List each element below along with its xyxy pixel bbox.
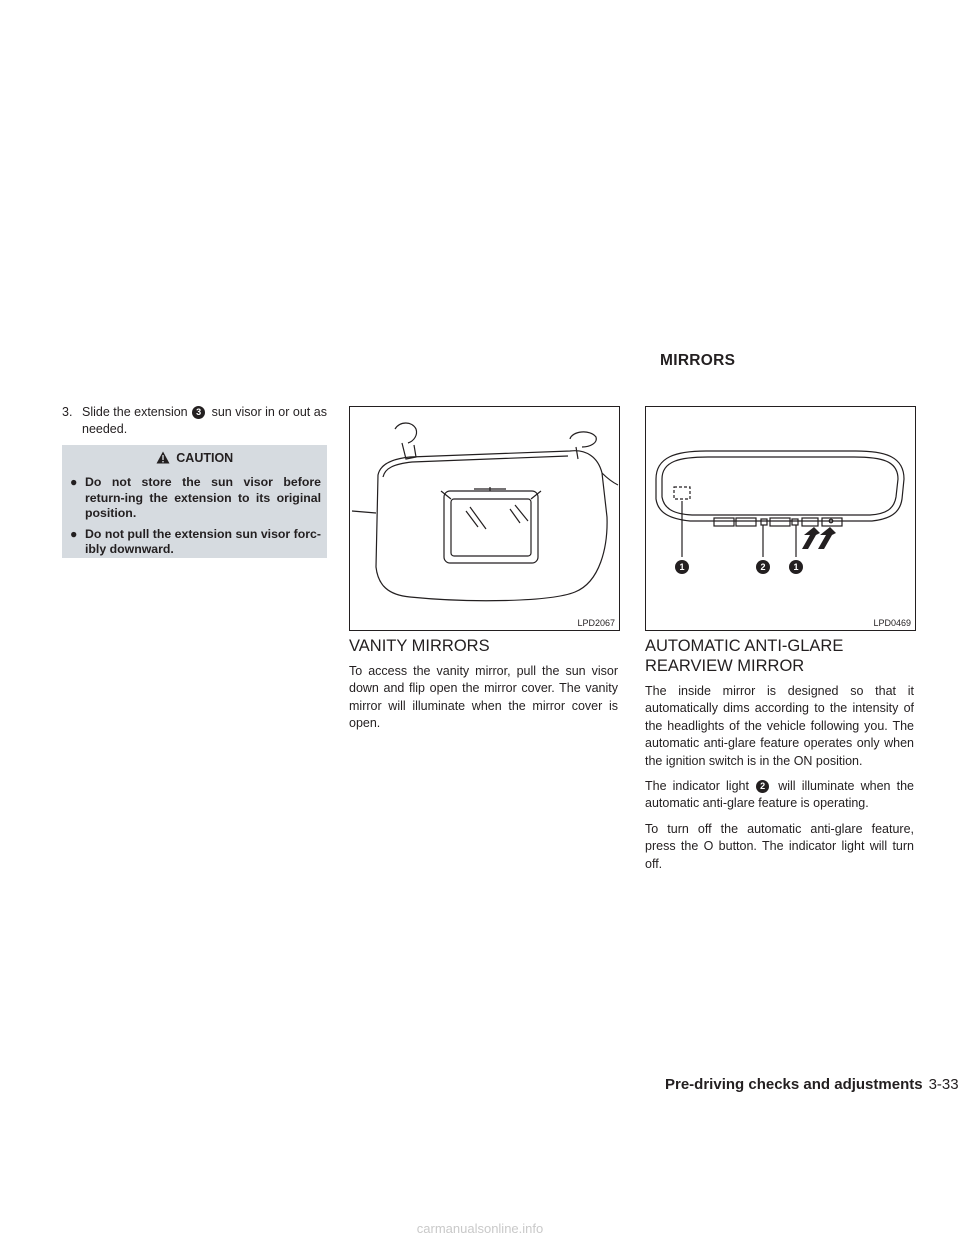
footer-chapter: Pre-driving checks and adjustments xyxy=(665,1076,923,1093)
sun-visor-illustration xyxy=(350,407,619,630)
callout-1-label: 1 xyxy=(679,562,685,572)
caution-title: CAUTION xyxy=(176,451,234,465)
step-list xyxy=(62,404,327,438)
auto-body xyxy=(645,683,914,873)
figure-label: LPD2067 xyxy=(577,618,615,628)
auto-p2-after: will illuminate when the automatic anti-glare feature is operating. xyxy=(645,779,914,811)
callout-3-icon: 3 xyxy=(192,406,205,419)
auto-heading xyxy=(645,636,915,676)
caution-header xyxy=(62,451,327,467)
figure-rearview-mirror xyxy=(645,406,916,631)
bullet-icon: ● xyxy=(70,526,78,541)
section-title: MIRRORS xyxy=(660,352,736,369)
auto-heading-line2: REARVIEW MIRROR xyxy=(645,657,805,675)
warning-triangle-icon xyxy=(156,451,170,467)
step-text-after: sun visor in or out as needed. xyxy=(82,405,327,436)
step-number: 3. xyxy=(62,405,73,419)
caution-list xyxy=(70,475,321,563)
callout-1b-label: 1 xyxy=(793,562,799,572)
auto-paragraph-1: The inside mirror is designed so that it automatically dims according to the intensity of the headlights of the vehicle following you. The automatic anti-glare feature operates only when the ignition switch is in the ON position. xyxy=(645,684,914,768)
watermark: carmanualsonline.info xyxy=(416,1221,544,1236)
step-3 xyxy=(62,404,327,438)
callout-2-icon: 2 xyxy=(756,780,769,793)
auto-paragraph-2 xyxy=(645,778,914,813)
callout-2-label: 2 xyxy=(760,562,766,572)
auto-heading-line1: AUTOMATIC ANTI-GLARE xyxy=(645,637,844,655)
page-number: 3-33 xyxy=(928,1076,959,1093)
figure-sun-visor xyxy=(349,406,620,631)
caution-item-text: Do not pull the extension sun visor forc-ibly downward. xyxy=(85,526,321,556)
vanity-heading: VANITY MIRRORS xyxy=(349,637,490,655)
bullet-icon: ● xyxy=(70,475,78,489)
caution-item xyxy=(70,475,321,522)
page-footer xyxy=(665,1076,959,1093)
figure-label: LPD0469 xyxy=(873,618,911,628)
caution-item-text: Do not store the sun visor before return-ing the extension to its original position. xyxy=(85,475,321,520)
rearview-mirror-illustration xyxy=(646,407,915,630)
step-text-before: Slide the extension xyxy=(82,405,188,419)
auto-p2-before: The indicator light xyxy=(645,779,749,794)
auto-paragraph-3: To turn off the automatic anti-glare feature, press the O button. The indicator light will turn off. xyxy=(645,821,914,871)
caution-item xyxy=(70,527,321,558)
vanity-body: To access the vanity mirror, pull the sun visor down and flip open the mirror cover. The vanity mirror will illuminate when the mirror cover is open. xyxy=(349,664,618,731)
caution-box xyxy=(62,445,327,558)
